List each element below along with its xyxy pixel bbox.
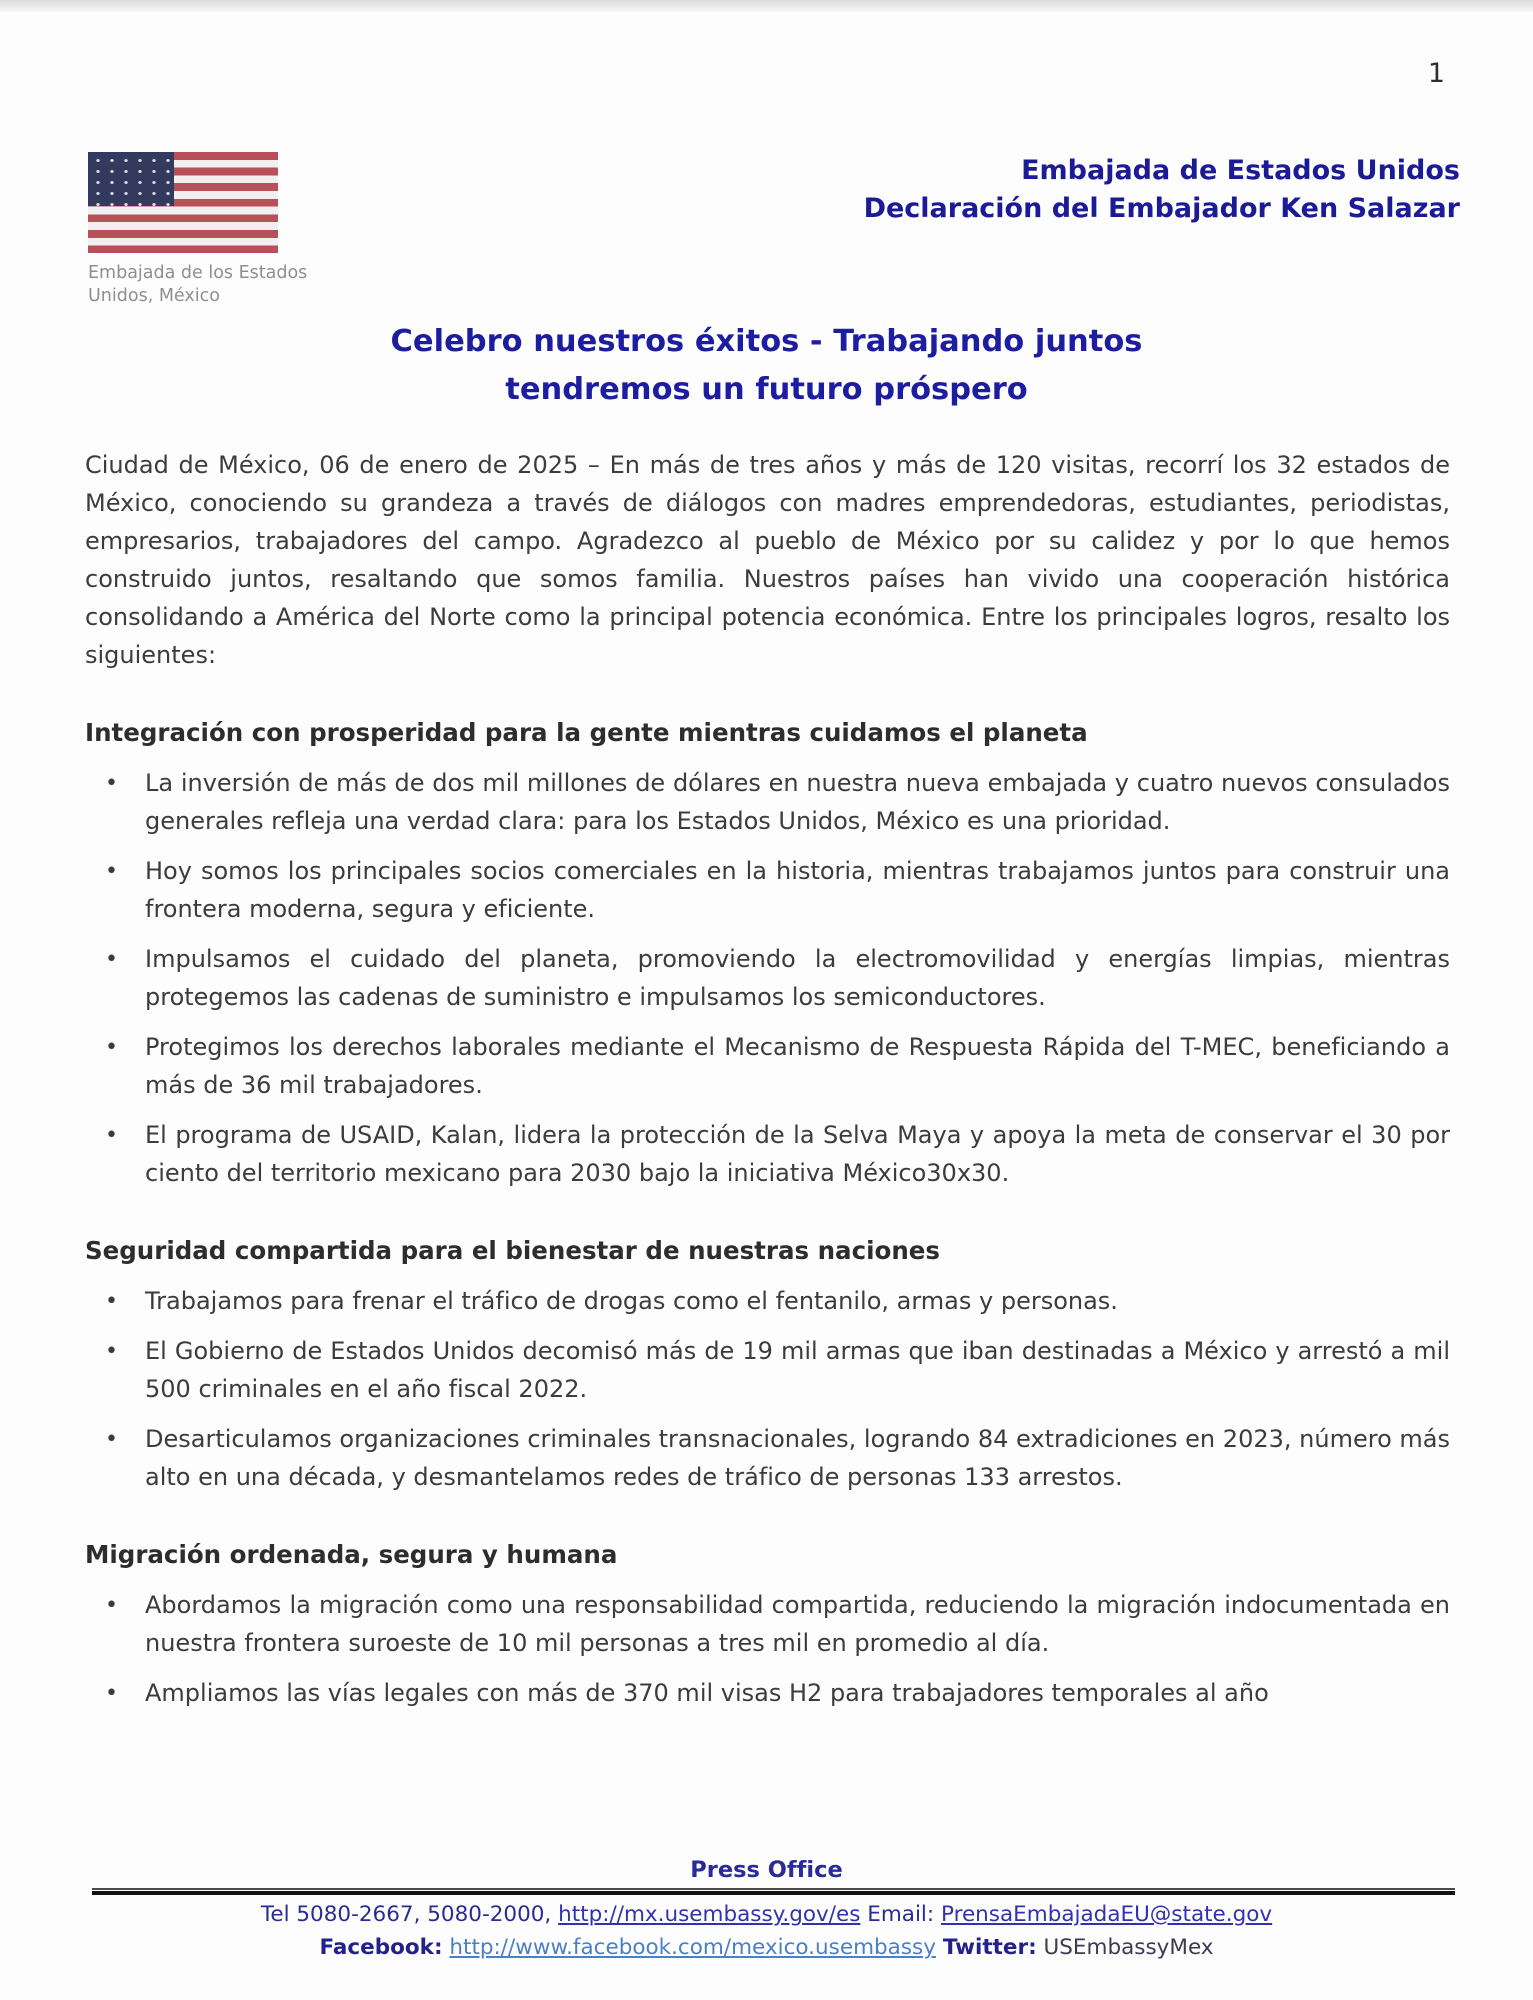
footer-divider — [92, 1888, 1455, 1895]
press-email-link[interactable]: PrensaEmbajadaEU@state.gov — [940, 1902, 1273, 1927]
embassy-logo-block — [88, 152, 307, 308]
list-item — [85, 1332, 1450, 1408]
press-office-label: Press Office — [690, 1857, 843, 1883]
bullet-text: Hoy somos los principales socios comerciales en la historia, mientras trabajamos juntos para construir una frontera moderna, segura y eficiente. — [145, 857, 1450, 923]
bullet-icon: • — [105, 1339, 118, 1364]
bullet-icon: • — [105, 947, 118, 972]
header-line2: Declaración del Embajador Ken Salazar — [863, 193, 1460, 224]
title-line1: Celebro nuestros éxitos - Trabajando juntos — [390, 324, 1143, 359]
logo-caption — [88, 262, 307, 308]
twitter-label: Twitter: — [942, 1935, 1037, 1960]
facebook-link[interactable]: http://www.facebook.com/mexico.usembassy — [449, 1935, 936, 1960]
flag-canton — [88, 152, 174, 206]
facebook-label: Facebook: — [319, 1935, 443, 1960]
bullet-list-seguridad — [85, 1282, 1450, 1496]
bullet-icon: • — [105, 771, 118, 796]
document-body — [85, 446, 1450, 1712]
list-item — [85, 764, 1450, 840]
document-title — [0, 318, 1533, 414]
bullet-icon: • — [105, 859, 118, 884]
title-line2: tendremos un futuro próspero — [505, 372, 1028, 407]
list-item — [85, 852, 1450, 928]
bullet-text: Trabajamos para frenar el tráfico de drogas como el fentanilo, armas y personas. — [145, 1287, 1118, 1315]
bullet-text: El Gobierno de Estados Unidos decomisó más de 19 mil armas que iban destinadas a México y arrestó a mil 500 criminales en el año fiscal 2022. — [145, 1337, 1450, 1403]
embassy-website-link[interactable]: http://mx.usembassy.gov/es — [558, 1902, 861, 1927]
list-item — [85, 1420, 1450, 1496]
bullet-text: Abordamos la migración como una responsabilidad compartida, reduciendo la migración indocumentada en nuestra frontera suroeste de 10 mil personas a tres mil en promedio al día. — [145, 1591, 1450, 1657]
section-heading-migracion: Migración ordenada, segura y humana — [85, 1540, 618, 1569]
bullet-icon: • — [105, 1123, 118, 1148]
section-heading-integracion: Integración con prosperidad para la gente mientras cuidamos el planeta — [85, 718, 1088, 747]
header-line1: Embajada de Estados Unidos — [1021, 155, 1460, 186]
list-item — [85, 1282, 1450, 1320]
list-item — [85, 1674, 1450, 1712]
header-title-block — [864, 152, 1460, 228]
twitter-handle: USEmbassyMex — [1043, 1935, 1214, 1960]
header-row — [88, 152, 1460, 308]
footer-contact-block — [0, 1898, 1533, 1964]
us-flag-icon — [88, 152, 278, 253]
bullet-text: El programa de USAID, Kalan, lidera la protección de la Selva Maya y apoya la meta de conservar el 30 por ciento del territorio mexicano para 2030 bajo la iniciativa México30x30. — [145, 1121, 1450, 1187]
bullet-icon: • — [105, 1289, 118, 1314]
bullet-list-migracion — [85, 1586, 1450, 1712]
footer-contact-line2 — [0, 1931, 1533, 1964]
bullet-icon: • — [105, 1593, 118, 1618]
list-item — [85, 1028, 1450, 1104]
bullet-icon: • — [105, 1427, 118, 1452]
logo-caption-line1: Embajada de los Estados — [88, 263, 308, 283]
list-item — [85, 1586, 1450, 1662]
bullet-list-integracion — [85, 764, 1450, 1192]
list-item — [85, 940, 1450, 1016]
footer-contact-line1 — [0, 1898, 1533, 1931]
bullet-text: Protegimos los derechos laborales mediante el Mecanismo de Respuesta Rápida del T-MEC, beneficiando a más de 36 mil trabajadores. — [145, 1033, 1450, 1099]
bullet-text: Impulsamos el cuidado del planeta, promoviendo la electromovilidad y energías limpias, mientras protegemos las cadenas de suministro e impulsamos los semiconductores. — [145, 945, 1450, 1011]
list-item — [85, 1116, 1450, 1192]
bullet-text: Ampliamos las vías legales con más de 370 mil visas H2 para trabajadores temporales al año — [145, 1679, 1269, 1707]
bullet-icon: • — [105, 1035, 118, 1060]
logo-caption-line2: Unidos, México — [88, 286, 220, 306]
footer-tel-text: Tel 5080-2667, 5080-2000, — [260, 1902, 552, 1927]
bullet-icon: • — [105, 1681, 118, 1706]
section-heading-seguridad: Seguridad compartida para el bienestar de nuestras naciones — [85, 1236, 940, 1265]
intro-paragraph: Ciudad de México, 06 de enero de 2025 – En más de tres años y más de 120 visitas, recorrí los 32 estados de México, conociendo su grandeza a través de diálogos con madres emprendedoras, estudiantes, periodistas, empresarios, trabajadores del campo. Agradezco al pueblo de México por su calidez y por lo que hemos construido juntos, resaltando que somos familia. Nuestros países han vivido una cooperación histórica consolidando a América del Norte como la principal potencia económica. Entre los principales logros, resalto los siguientes: — [85, 451, 1450, 669]
scan-top-edge — [0, 0, 1533, 12]
bullet-text: La inversión de más de dos mil millones de dólares en nuestra nueva embajada y cuatro nuevos consulados generales refleja una verdad clara: para los Estados Unidos, México es una prioridad. — [145, 769, 1450, 835]
bullet-text: Desarticulamos organizaciones criminales transnacionales, logrando 84 extradiciones en 2023, número más alto en una década, y desmantelamos redes de tráfico de personas 133 arrestos. — [145, 1425, 1450, 1491]
footer-email-label: Email: — [867, 1902, 935, 1927]
page-number: 1 — [1427, 58, 1445, 89]
